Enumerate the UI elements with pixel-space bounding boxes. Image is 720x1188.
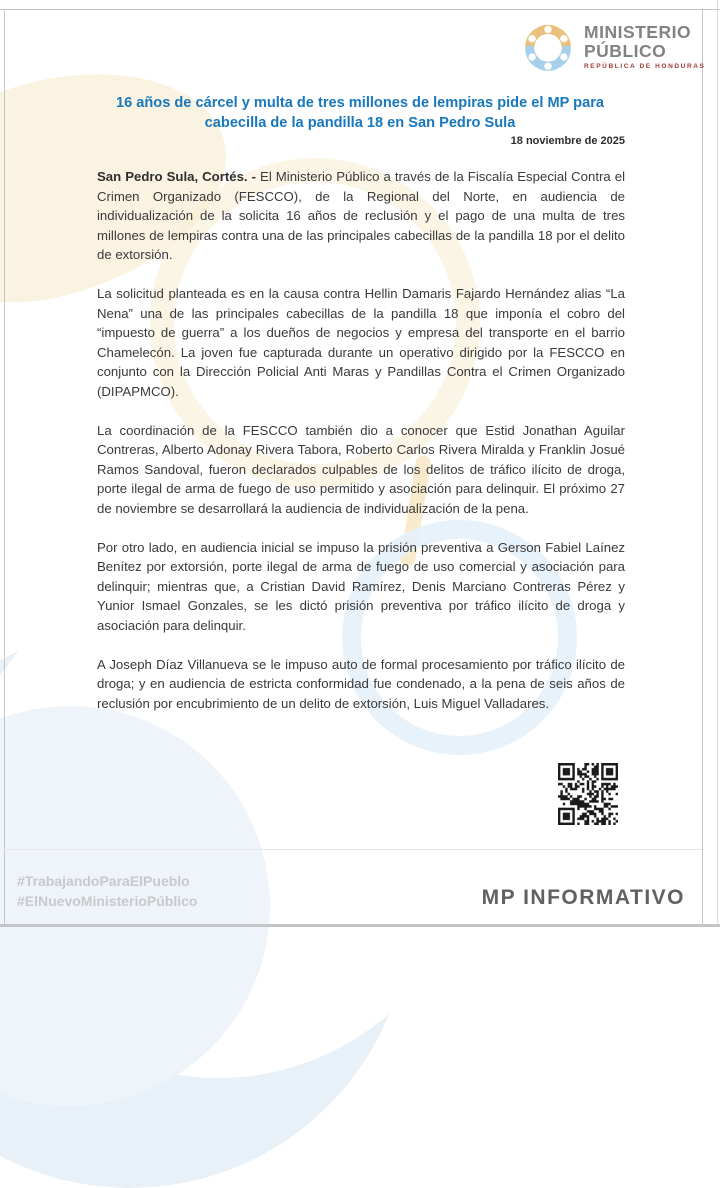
page-border-left (4, 9, 5, 924)
hashtag: #ElNuevoMinisterioPúblico (17, 893, 198, 909)
page-edge-right (717, 0, 718, 927)
page-border-right (702, 9, 703, 924)
paragraph-lead: San Pedro Sula, Cortés. - (97, 169, 257, 184)
paragraph-text: El Ministerio Público a través de la Fiscalía Especial Contra el Crimen Organizado (FESCCO), de la Regional del Norte, en audiencia de individualización de la solicita 16 años de reclusión y el pago de una multa de tres millones de lempiras contra una de las principales cabecillas de la pandilla 18 por el delito de extorsión. (97, 169, 626, 262)
paragraph (97, 167, 625, 265)
hashtag: #TrabajandoParaElPueblo (17, 873, 190, 889)
logo-title-line2: PÚBLICO (584, 41, 667, 61)
paragraph (97, 284, 625, 401)
paragraph-text: A Joseph Díaz Villanueva se le impuso auto de formal procesamiento por tráfico ilícito de droga; y en audiencia de estricta conformidad fue condenado, a la pena de seis años de reclusión por encubrimiento de un delito de extorsión, Luis Miguel Valladares. (97, 656, 625, 711)
page-border-top (0, 9, 720, 10)
footer-hashtags (17, 871, 197, 911)
paragraph (97, 655, 625, 714)
logo-wordmark (584, 19, 705, 70)
footer-brand: MP INFORMATIVO (481, 886, 685, 909)
logo-subtitle: REPÚBLICA DE HONDURAS (584, 63, 706, 70)
article-date: 18 noviembre de 2025 (510, 135, 625, 147)
logo-title-line1: MINISTERIO (584, 22, 692, 42)
article-body (97, 167, 625, 733)
paragraph-text: Por otro lado, en audiencia inicial se impuso la prisión preventiva a Gerson Fabiel Laínez Benítez por extorsión, porte ilegal de arma de fuego de uso comercial y asociación para delinquir; mientras que, a Cristian David Ramírez, Denis Marciano Contreras Pérez y Yunior Ismael Gonzales, se les dictó prisión preventiva por tráfico ilícito de droga y asociación para delinquir. (97, 539, 625, 633)
footer-divider (4, 849, 702, 850)
ministerio-publico-logo-icon (519, 19, 577, 75)
paragraph-text: La solicitud planteada es en la causa contra Hellin Damaris Fajardo Hernández alias “La Nena” una de las principales cabecillas de la pandilla 18 que imponía el cobro del “impuesto de guerra” a los dueños de negocios y empresa del transporte en el barrio Chamelecón. La joven fue capturada durante un operativo dirigido por la FESCCO en conjunto con la Dirección Policial Anti Maras y Pandillas Contra el Crimen Organizado (DIPAPMCO). (97, 286, 625, 399)
header (519, 19, 705, 75)
article-headline: 16 años de cárcel y multa de tres millones de lempiras pide el MP para cabecilla de la pandilla 18 en San Pedro Sula (115, 95, 604, 131)
paragraph (97, 421, 625, 519)
qr-code (558, 763, 618, 825)
paragraph-text: La coordinación de la FESCCO también dio a conocer que Estid Jonathan Aguilar Contreras, Alberto Adonay Rivera Tabora, Roberto Carlos Rivera Miralda y Franklin Josué Ramos Sandoval, fueron declarados culpables de los delitos de tráfico ilícito de droga, porte ilegal de arma de fuego de uso permitido y asociación para delinquir. El próximo 27 de noviembre se desarrollará la audiencia de individualización de la pena. (97, 422, 625, 516)
paragraph (97, 538, 625, 636)
